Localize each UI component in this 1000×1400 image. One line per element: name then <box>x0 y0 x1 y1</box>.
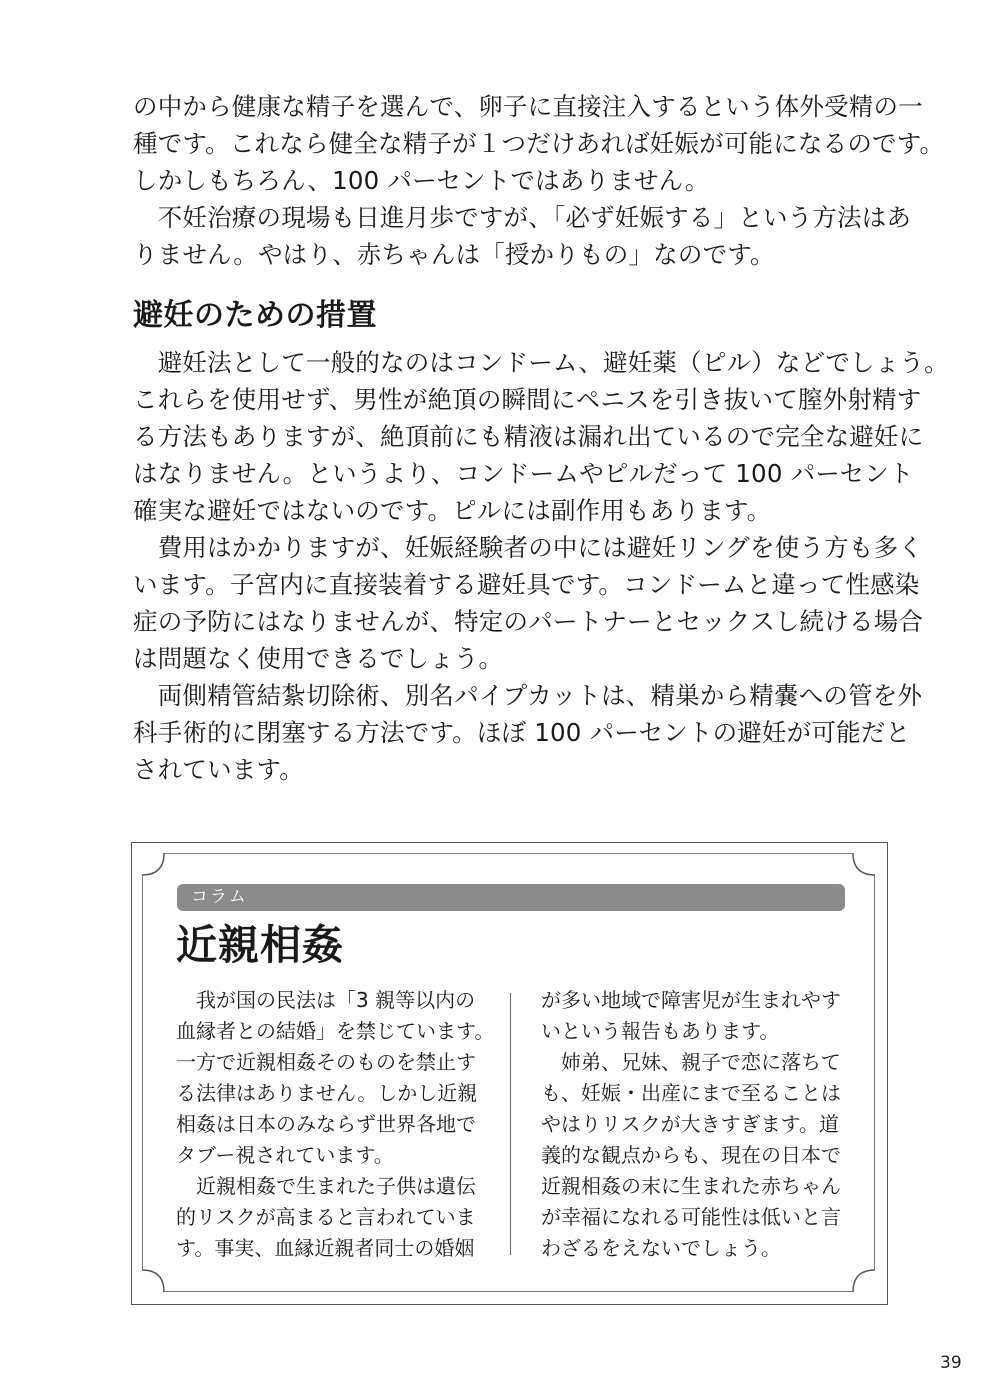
column-line: が多い地域で障害児が生まれやす <box>541 988 841 1012</box>
text-line: は問題なく使用できるでしょう。 <box>133 644 504 673</box>
column-divider <box>510 993 511 1255</box>
column-line: やはりリスクが大きすぎます。道 <box>541 1112 839 1136</box>
text-line: 両側精管結紮切除術、別名パイプカットは、精巣から精嚢への管を外 <box>133 681 923 710</box>
text-line: 科手術的に閉塞する方法です。ほぼ 100 パーセントの避妊が可能だと <box>133 718 911 747</box>
text-line: います。子宮内に直接装着する避妊具です。コンドームと違って性感染 <box>133 570 920 599</box>
text-line: 確実な避妊ではないのです。ピルには副作用もあります。 <box>133 496 772 525</box>
column-label: コラム <box>177 884 845 911</box>
text-line: はなりません。というより、コンドームやピルだって 100 パーセント <box>133 459 914 488</box>
text-line: る方法もありますが、絶頂前にも精液は漏れ出ているので完全な避妊に <box>133 422 924 451</box>
column-right-text <box>541 985 851 1264</box>
column-line: タブー視されています。 <box>176 1143 394 1167</box>
text-line: 症の予防にはなりませんが、特定のパートナーとセックスし続ける場合 <box>133 607 924 636</box>
text-line: 不妊治療の現場も日進月歩ですが、「必ず妊娠する」という方法はあ <box>133 203 912 232</box>
column-title: 近親相姦 <box>176 921 344 969</box>
column-line: す。事実、血縁近親者同士の婚姻 <box>176 1236 475 1260</box>
text-line: しかしもちろん、100 パーセントではありません。 <box>133 166 710 195</box>
column-line: 的リスクが高まると言われていま <box>176 1205 476 1229</box>
section-heading: 避妊のための措置 <box>133 298 377 333</box>
column-line: 姉弟、兄妹、親子で恋に落ちて <box>541 1050 841 1074</box>
column-line: いという報告もあります。 <box>541 1019 780 1043</box>
column-line: 近親相姦の末に生まれた赤ちゃん <box>541 1174 841 1198</box>
column-line: わざるをえないでしょう。 <box>541 1236 781 1260</box>
column-line: 相姦は日本のみならず世界各地で <box>176 1112 476 1136</box>
intro-paragraphs <box>133 88 945 273</box>
column-line: 血縁者との結婚」を禁じています。 <box>176 1019 495 1043</box>
column-line: 近親相姦で生まれた子供は遺伝 <box>176 1174 476 1198</box>
column-line: る法律はありません。しかし近親 <box>176 1081 478 1105</box>
text-line: 避妊法として一般的なのはコンドーム、避妊薬（ピル）などでしょう。 <box>133 348 949 377</box>
page-number: 39 <box>940 1353 962 1373</box>
column-line: が幸福になれる可能性は低いと言 <box>541 1205 841 1229</box>
text-line: りません。やはり、赤ちゃんは「授かりもの」なのです。 <box>133 240 775 269</box>
text-line: これらを使用せず、男性が絶頂の瞬間にペニスを引き抜いて膣外射精す <box>133 385 922 414</box>
column-left-text <box>176 985 495 1264</box>
section-paragraphs <box>133 344 949 788</box>
column-line: 我が国の民法は「3 親等以内の <box>176 988 476 1012</box>
text-line: 種です。これなら健全な精子が１つだけあれば妊娠が可能になるのです。 <box>133 129 945 158</box>
column-line: も、妊娠・出産にまで至ることは <box>541 1081 841 1105</box>
text-line: の中から健康な精子を選んで、卵子に直接注入するという体外受精の一 <box>133 92 923 121</box>
column-line: 一方で近親相姦そのものを禁止す <box>176 1050 476 1074</box>
text-line: されています。 <box>133 755 304 784</box>
text-line: 費用はかかりますが、妊娠経験者の中には避妊リングを使う方も多く <box>133 533 923 562</box>
column-line: 義的な観点からも、現在の日本で <box>541 1143 841 1167</box>
